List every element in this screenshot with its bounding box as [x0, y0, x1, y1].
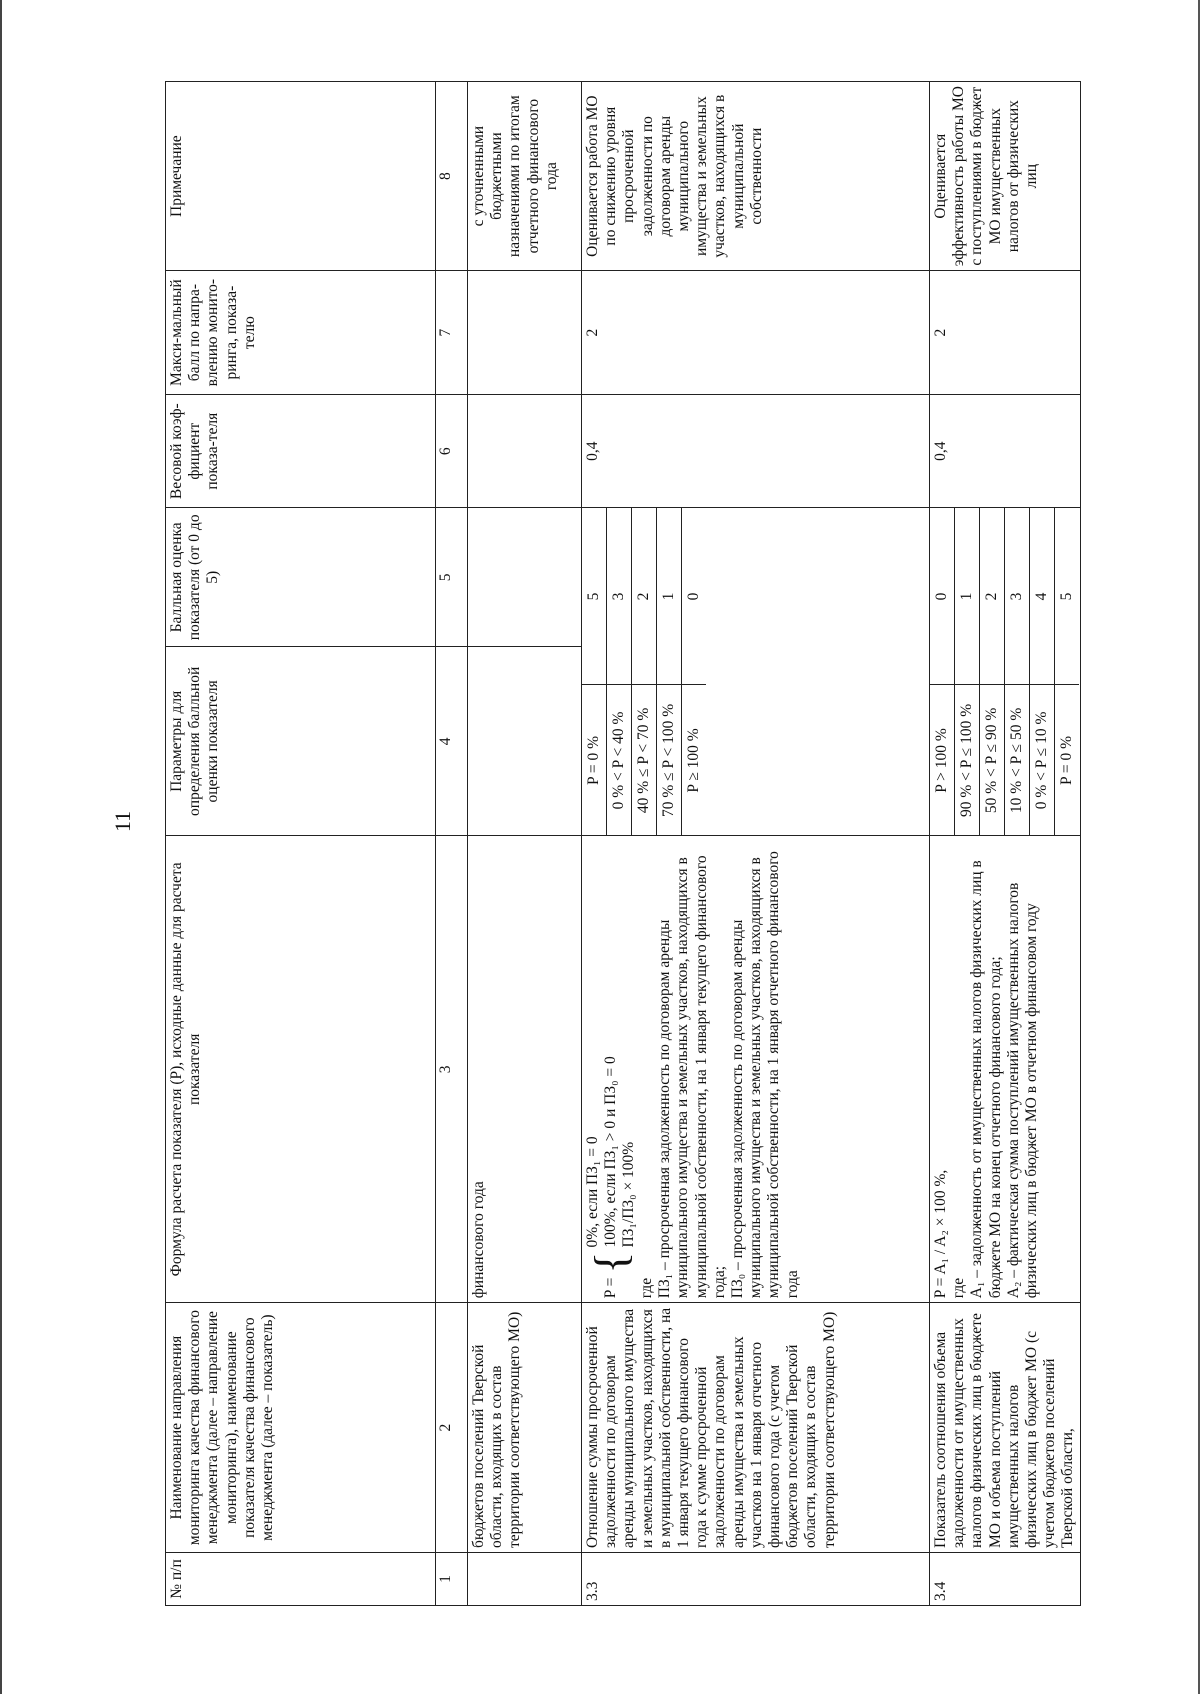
formula-line: P = A₁ / A₂ × 100 %, — [932, 1169, 949, 1299]
formula-cell — [582, 836, 930, 1303]
formula-line: где — [638, 1277, 655, 1299]
param-value: 90 % < P ≤ 100 % — [955, 685, 980, 835]
param-value: P = 0 % — [1058, 735, 1075, 785]
column-number: 3 — [436, 836, 468, 1303]
page-number: 11 — [110, 810, 135, 832]
params-scores — [582, 508, 930, 836]
formula-line: A₂ – фактическая сумма поступлений имущественных налогов физических лиц в бюджет МО в отчетном финансовом году — [1004, 882, 1041, 1299]
weight-value — [468, 394, 582, 508]
score-value: 5 — [582, 508, 607, 684]
score-value: 0 — [685, 592, 702, 601]
header-note: Примечание — [166, 82, 436, 271]
note-text: Оценивается эффективность работы МО с поступлениями в бюджет МО имущественных налогов от физических лиц — [930, 82, 1081, 271]
header-params: Параметры для определения балльной оценки показателя — [166, 647, 436, 836]
score-value: 3 — [607, 508, 632, 684]
indicator-name: Показатель соотношения объема задолженности от имущественных налогов физических лиц в бюджете МО и объема поступлений имущественных налогов физических лиц в бюджет МО (с учетом бюджетов поселений Тверской области, — [930, 1303, 1081, 1553]
formula-cases — [584, 1056, 638, 1247]
table-row — [468, 82, 582, 1606]
column-number: 2 — [436, 1303, 468, 1553]
header-num: № п/п — [166, 1553, 436, 1606]
column-number: 8 — [436, 82, 468, 271]
formula-line: ПЗ₀ – просроченная задолженность по договорам аренды муниципального имущества и земельных участков, находящихся в муниципальной собственности, на 1 января отчетного финансового года — [729, 851, 801, 1299]
column-number: 5 — [436, 508, 468, 647]
param-value: P > 100 % — [930, 685, 955, 835]
params-scores — [930, 508, 1081, 836]
score-value: 2 — [632, 508, 657, 684]
column-number: 4 — [436, 647, 468, 836]
rotated-table-sheet — [165, 81, 1175, 1606]
header-row — [166, 82, 436, 1606]
score-value: 0 — [930, 508, 955, 684]
max-score-value: 2 — [582, 271, 930, 395]
row-number: 3.4 — [930, 1553, 1081, 1606]
param-value: 0 % < P ≤ 10 % — [1030, 685, 1055, 835]
table-row — [582, 82, 930, 1606]
formula-line: A₁ – задолженность от имущественных налогов физических лиц в бюджете МО на конец отчетного финансового года; — [968, 860, 1004, 1299]
column-number-row — [436, 82, 468, 1606]
formula-case: ПЗ₁/ПЗ₀ × 100% — [620, 1141, 637, 1248]
max-score-value — [468, 271, 582, 395]
monitoring-table — [165, 81, 1081, 1606]
note-text: с уточненными бюджетными назначениями по итогам отчетного финансового года — [468, 82, 582, 271]
header-weight: Весовой коэф-фициент показа-теля — [166, 394, 436, 508]
formula-line: где — [950, 1277, 968, 1299]
header-name: Наименование направления мониторинга качества финансового менеджмента (далее – направление мониторинга), наименование показателя качества финансового менеджмента (далее – показатель) — [166, 1303, 436, 1553]
formula-piecewise — [584, 840, 638, 1298]
column-number: 7 — [436, 271, 468, 395]
param-value: 50 % < P ≤ 90 % — [980, 685, 1005, 835]
header-max-score: Макси-мальный балл по напра-влению монито-ринга, показа-телю — [166, 271, 436, 395]
column-number: 1 — [436, 1553, 468, 1606]
row-number — [468, 1553, 582, 1606]
header-formula: Формула расчета показателя (P), исходные данные для расчета показателя — [166, 836, 436, 1303]
formula-case: 0%, если ПЗ₁ = 0 — [584, 1136, 601, 1248]
formula-lead: P = — [601, 1277, 619, 1299]
indicator-name: бюджетов поселений Тверской области, входящих в состав территории соответствующего МО) — [468, 1303, 582, 1553]
indicator-name: Отношение суммы просроченной задолженности по договорам аренды муниципального имущества и земельных участков, находящихся в муниципальной собственности, на 1 января текущего финансового года к сумме просроченной задолженности по договорам аренды имущества и земельных участков на 1 января отчетного финансового года (с учетом бюджетов поселений Тверской области, входящих в состав территории соответствующего МО) — [582, 1303, 930, 1553]
scan-edge-left — [0, 0, 2, 1694]
score-value: 4 — [1030, 508, 1055, 684]
max-score-value: 2 — [930, 271, 1081, 395]
param-value: P ≥ 100 % — [685, 728, 702, 793]
formula-line: ПЗ₁ – просроченная задолженность по договорам аренды муниципального имущества и земельных участков, находящихся в муниципальной собственности, на 1 января текущего финансового года; — [656, 855, 728, 1299]
score-value: 2 — [980, 508, 1005, 684]
table-row — [930, 82, 1081, 1606]
formula-text: финансового года — [468, 836, 582, 1303]
note-text: Оценивается работа МО по снижению уровня просроченной задолженности по договорам аренды муниципального имущества и земельных участков, находящихся в муниципальной собственности — [582, 82, 930, 271]
weight-value: 0,4 — [582, 394, 930, 508]
row-number: 3.3 — [582, 1553, 930, 1606]
param-value: 0 % < P < 40 % — [607, 685, 632, 835]
column-number: 6 — [436, 394, 468, 508]
weight-value: 0,4 — [930, 394, 1081, 508]
score-value: 1 — [657, 508, 682, 684]
param-value: 40 % ≤ P < 70 % — [632, 685, 657, 835]
param-value: P = 0 % — [582, 685, 607, 835]
param-value: 10 % < P ≤ 50 % — [1005, 685, 1030, 835]
formula-case: 100%, если ПЗ₁ > 0 и ПЗ₀ = 0 — [602, 1056, 619, 1248]
header-score: Балльная оценка показателя (от 0 до 5) — [166, 508, 436, 647]
score-value: 5 — [1058, 592, 1075, 601]
score-value: 3 — [1005, 508, 1030, 684]
formula-cell — [930, 836, 1081, 1303]
score-value: 1 — [955, 508, 980, 684]
brace-icon: { — [585, 1251, 636, 1274]
param-value: 70 % ≤ P < 100 % — [657, 685, 682, 835]
